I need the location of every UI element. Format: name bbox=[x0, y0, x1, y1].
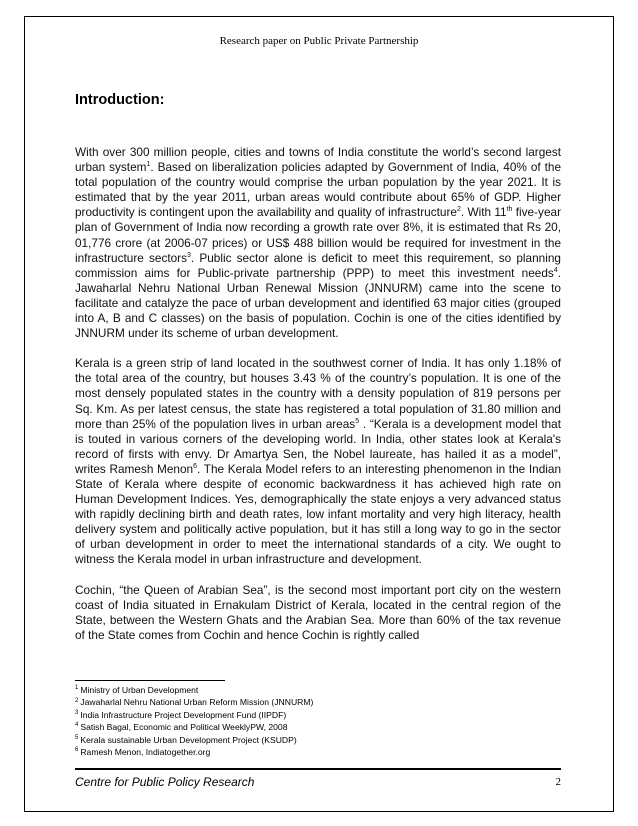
paragraph-1 bbox=[75, 145, 561, 341]
footnote-ref: 6 bbox=[193, 462, 198, 470]
footnote-text: Kerala sustainable Urban Development Project (KSUDP) bbox=[80, 734, 297, 745]
text-run: five-year plan of Government of India now recording a growth rate over 8%, it is estimated that Rs 20, 01,776 crore (at 2006-07 prices) or US$ 488 billion would be required for investment in the infrastructure sectors bbox=[75, 205, 561, 265]
paragraph-3 bbox=[75, 583, 561, 643]
running-header: Research paper on Public Private Partnership bbox=[219, 35, 419, 47]
footnote bbox=[75, 721, 561, 733]
footnote-number: 2 bbox=[75, 697, 79, 704]
footnote bbox=[75, 709, 561, 721]
text-run: . With 11 bbox=[460, 205, 507, 220]
footnote-number: 3 bbox=[75, 709, 79, 716]
footnote-number: 5 bbox=[75, 734, 79, 741]
footnote-text: Satish Bagal, Economic and Political WeeklyPW, 2008 bbox=[80, 722, 288, 733]
footnote-number: 4 bbox=[75, 722, 79, 729]
footnote-text: Jawaharlal Nehru National Urban Reform Mission (JNNURM) bbox=[80, 697, 314, 708]
text-run: . “Kerala is a development model that is touted in various corners of the developing world. In India, other states look at Kerala's record of firsts with envy. Dr Amartya Sen, the Nobel laureate, has hailed it as a model”, writes Ramesh Menon bbox=[75, 416, 562, 476]
document-page bbox=[24, 16, 614, 812]
footnote-ref: 5 bbox=[355, 417, 360, 425]
paragraph-2 bbox=[75, 356, 561, 567]
footnote-ref: 2 bbox=[456, 206, 461, 214]
page-number: 2 bbox=[555, 776, 561, 788]
text-run: Cochin, “the Queen of Arabian Sea”, is the second most important port city on the western coast of India situated in Ernakulam District of Kerala, located in the central region of the State, between the Western Ghats and the Arabian Sea. More than 60% of the tax revenue of the State comes from Cochin and hence Cochin is rightly called bbox=[75, 582, 561, 642]
footnote-ref: 4 bbox=[553, 266, 558, 274]
text-run: . Jawaharlal Nehru National Urban Renewal Mission (JNNURM) came into the scene to facilitate and catalyze the pace of urban development and identified 63 major cities (grouped into A, B and C classes) on the basis of population. Cochin is one of the cities identified by JNNURM under its scheme of urban development. bbox=[75, 265, 561, 341]
footnote bbox=[75, 684, 561, 696]
text-run: . Based on liberalization policies adapted by Government of India, 40% of the total population of the country would comprise the urban population by the year 2021. It is estimated that by the year 2011, urban areas would contribute about 65% of GDP. Higher productivity is contingent upon the availability and quality of infrastructure bbox=[75, 160, 562, 220]
text-run: With over 300 million people, cities and towns of India constitute the world’s second largest urban system bbox=[75, 145, 561, 175]
footnote-separator bbox=[75, 680, 225, 681]
text-run: Kerala is a green strip of land located in the southwest corner of India. It has only 1.18% of the total area of the country, but houses 3.43 % of the country’s population. It is one of the most densely populated states in the country with a density population of 819 persons per Sq. Km. As per latest census, the state has registered a total population of 31.80 million and more than 25% of the population lives in urban areas bbox=[75, 356, 561, 431]
footnote bbox=[75, 746, 561, 758]
footnote-ref: 1 bbox=[146, 161, 151, 169]
text-run: . The Kerala Model refers to an interesting phenomenon in the Indian State of Kerala where despite of economic backwardness it has achieved high rate on Human Development Indices. Yes, demographically the state enjoys a very advanced status with rapidly declining birth and death rates, low infant mortality and very high literacy, health delivery system and politically active population, but it has still a long way to go in the sector of urban development in order to meet the international standards of a city. We ought to witness the Kerala model in urban infrastructure and development. bbox=[75, 461, 561, 567]
footnote-text: Ministry of Urban Development bbox=[80, 685, 199, 695]
footnote bbox=[75, 696, 561, 708]
footer-divider bbox=[75, 768, 561, 770]
footnote-number: 1 bbox=[75, 685, 79, 692]
section-heading: Introduction: bbox=[75, 92, 165, 108]
footnotes bbox=[75, 684, 561, 758]
footnote-number: 6 bbox=[75, 747, 79, 754]
ordinal-suffix: th bbox=[506, 206, 513, 214]
text-run: . Public sector alone is deficit to meet this requirement, so planning commission aims for Public-private partnership (PPP) to meet this investment needs bbox=[75, 250, 561, 280]
footnote bbox=[75, 734, 561, 746]
body-text bbox=[75, 145, 561, 643]
footnote-text: India Infrastructure Project Development Fund (IIPDF) bbox=[80, 709, 287, 720]
footnote-text: Ramesh Menon, Indiatogether.org bbox=[80, 747, 211, 758]
footnote-ref: 3 bbox=[187, 251, 191, 259]
footer-organization: Centre for Public Policy Research bbox=[75, 775, 255, 789]
